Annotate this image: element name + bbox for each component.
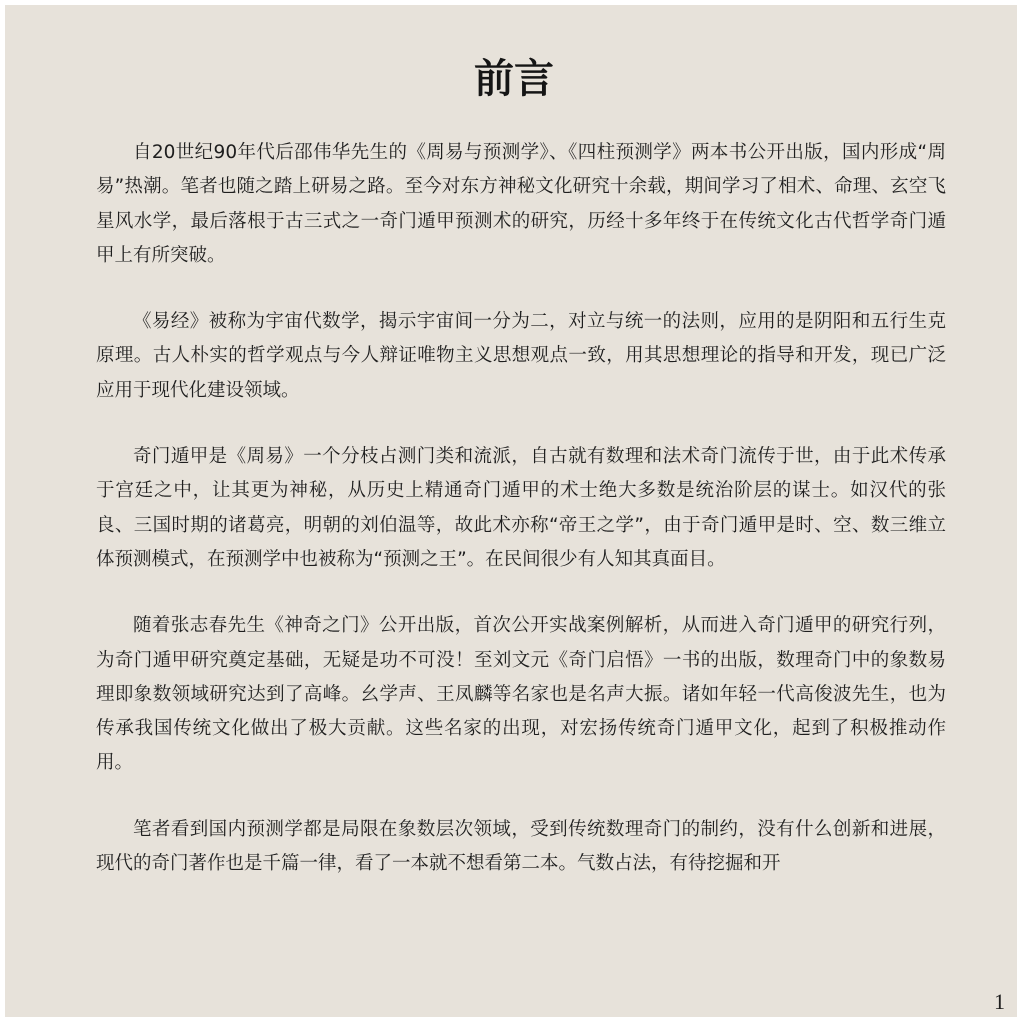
paragraph-4: 随着张志春先生《神奇之门》公开出版，首次公开实战案例解析，从而进入奇门遁甲的研究行列，为奇门遁甲研究奠定基础，无疑是功不可没！至刘文元《奇门启悟》一书的出版，数理奇门中的象数易理即象数领域研究达到了高峰。幺学声、王凤麟等名家也是名声大振。诸如年轻一代高俊波先生，也为传承我国传统文化做出了极大贡献。这些名家的出现，对宏扬传统奇门遁甲文化，起到了积极推动作用。 — [96, 615, 946, 774]
paragraph-5: 笔者看到国内预测学都是局限在象数层次领域，受到传统数理奇门的制约，没有什么创新和进展，现代的奇门著作也是千篇一律，看了一本就不想看第二本。气数占法，有待挖掘和开 — [96, 818, 946, 875]
document-page — [5, 5, 1017, 1017]
paragraph-3: 奇门遁甲是《周易》一个分枝占测门类和流派，自古就有数理和法术奇门流传于世，由于此术传承于宫廷之中，让其更为神秘，从历史上精通奇门遁甲的术士绝大多数是统治阶层的谋士。如汉代的张良、三国时期的诸葛亮，明朝的刘伯温等，故此术亦称“帝王之学”，由于奇门遁甲是时、空、数三维立体预测模式，在预测学中也被称为“预测之王”。在民间很少有人知其真面目。 — [96, 446, 946, 570]
paragraph-1: 自20世纪90年代后邵伟华先生的《周易与预测学》、《四柱预测学》两本书公开出版，国内形成“周易”热潮。笔者也随之踏上研易之路。至今对东方神秘文化研究十余载，期间学习了相术、命理、玄空飞星风水学，最后落根于古三式之一奇门遁甲预测术的研究，历经十多年终于在传统文化古代哲学奇门遁甲上有所突破。 — [96, 142, 946, 266]
page-title: 前言 — [474, 56, 554, 102]
page-number: 1 — [994, 989, 1005, 1014]
paragraph-2: 《易经》被称为宇宙代数学，揭示宇宙间一分为二，对立与统一的法则，应用的是阴阳和五行生克原理。古人朴实的哲学观点与今人辩证唯物主义思想观点一致，用其思想理论的指导和开发，现已广泛应用于现代化建设领域。 — [96, 311, 946, 401]
document-body — [96, 136, 946, 913]
